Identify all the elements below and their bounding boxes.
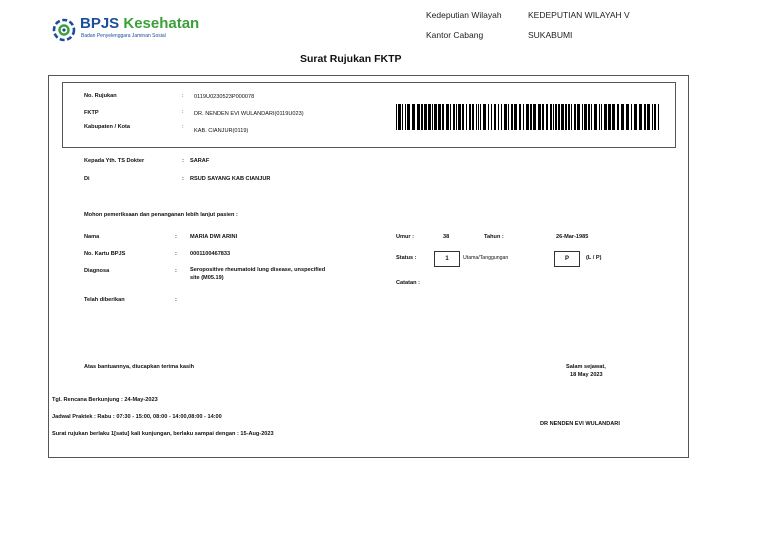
salam-text: Salam sejawat, — [566, 364, 606, 370]
fktp-label: FKTP — [84, 110, 99, 116]
kepada-value: SARAF — [190, 158, 210, 164]
nama-label: Nama — [84, 234, 100, 240]
colon: : — [175, 234, 177, 240]
rencana-berkunjung: Tgl. Rencana Berkunjung : 24-May-2023 — [52, 397, 158, 403]
thanks-text: Atas bantuannya, diucapkan terima kasih — [84, 364, 195, 370]
nama-value: MARIA DWI ARINI — [190, 234, 238, 240]
colon: : — [175, 268, 177, 274]
diagnosa-value-line1: Seropositive rheumatoid lung disease, unspecified — [190, 267, 326, 273]
bpjs-logo-icon — [52, 18, 76, 42]
catatan-label: Catatan : — [396, 280, 420, 286]
diberikan-label: Telah diberikan — [84, 297, 125, 303]
colon: : — [182, 158, 184, 164]
kantor-value: SUKABUMI — [528, 30, 573, 40]
kepada-label: Kepada Yth. TS Dokter — [84, 158, 145, 164]
status-box: 1 — [434, 251, 460, 267]
tahun-value: 26-Mar-1985 — [556, 234, 589, 240]
kedeputian-value: KEDEPUTIAN WILAYAH V — [528, 10, 630, 20]
colon: : — [175, 297, 177, 303]
sex-desc: (L / P) — [586, 255, 602, 261]
document-title: Surat Rujukan FKTP — [300, 53, 402, 65]
status-label: Status : — [396, 255, 417, 261]
colon: : — [182, 176, 184, 182]
request-text: Mohon pemeriksaan dan penanganan lebih lanjut pasien : — [84, 212, 238, 218]
brand-name — [80, 16, 199, 32]
umur-label: Umur : — [396, 234, 415, 240]
berlaku-text: Surat rujukan berlaku 1[satu] kali kunjungan, berlaku sampai dengan : 15-Aug-2023 — [52, 431, 274, 437]
sex-box: P — [554, 251, 580, 267]
no-rujukan-label: No. Rujukan — [84, 93, 117, 99]
jadwal-praktek: Jadwal Praktek : Rabu : 07:30 - 15:00, 08:00 - 14:00,08:00 - 14:00 — [52, 414, 222, 420]
fktp-value: DR. NENDEN EVI WULANDARI(0119U023) — [194, 111, 304, 117]
colon: : — [182, 109, 184, 115]
brand-subtitle: Badan Penyelenggara Jaminan Sosial — [81, 33, 166, 39]
tahun-label: Tahun : — [484, 234, 504, 240]
umur-value: 38 — [443, 234, 450, 240]
diagnosa-value-line2: site (M05.19) — [190, 275, 224, 281]
colon: : — [175, 251, 177, 257]
brand-main: BPJS — [80, 15, 120, 32]
diagnosa-label: Diagnosa — [84, 268, 110, 274]
no-rujukan-value: 0119U0230523P000078 — [194, 94, 255, 100]
brand-accent: Kesehatan — [123, 15, 200, 32]
kabupaten-value: KAB. CIANJUR(0119) — [194, 128, 249, 134]
barcode-image — [396, 104, 660, 130]
closing-date: 18 May 2023 — [570, 372, 603, 378]
kartu-value: 0001100467833 — [190, 251, 231, 257]
kartu-label: No. Kartu BPJS — [84, 251, 126, 257]
kabupaten-label: Kabupaten / Kota — [84, 124, 130, 130]
colon: : — [182, 93, 184, 99]
status-desc: Utama/Tanggungan — [463, 255, 509, 261]
di-value: RSUD SAYANG KAB CIANJUR — [190, 176, 271, 182]
kantor-label: Kantor Cabang — [426, 30, 484, 40]
doctor-name: DR NENDEN EVI WULANDARI — [540, 421, 620, 427]
di-label: Di — [84, 176, 90, 182]
colon: : — [182, 124, 184, 130]
kedeputian-label: Kedeputian Wilayah — [426, 10, 502, 20]
